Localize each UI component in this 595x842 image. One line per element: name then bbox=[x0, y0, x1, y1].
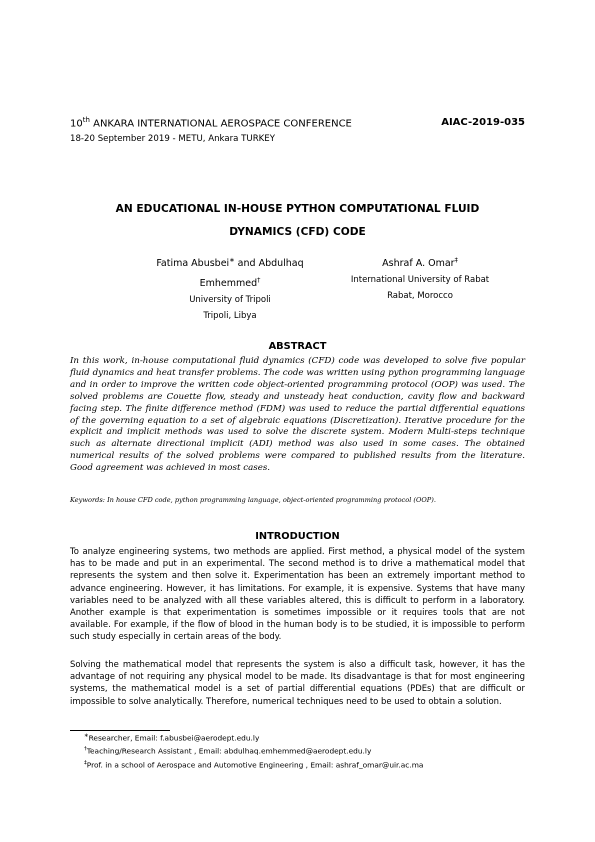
conference-title: ANKARA INTERNATIONAL AEROSPACE CONFERENCE bbox=[93, 118, 352, 130]
footnote-text-2: Teaching/Research Assistant , Email: abdulhaq.emhemmed@aerodept.edu.ly bbox=[86, 746, 372, 756]
keywords: Keywords: In house CFD code, python programming language, object-oriented programming protocol (OOP). bbox=[70, 496, 436, 504]
affiliation-left: University of Tripoli bbox=[189, 295, 271, 306]
footnote-text-3: Prof. in a school of Aerospace and Automotive Engineering , Email: ashraf_omar@uir.ac.ma bbox=[86, 760, 424, 769]
footnote-mark-3: ‡ bbox=[84, 759, 87, 766]
paper-title bbox=[70, 198, 525, 244]
author-mark-1: ∗ bbox=[229, 256, 235, 264]
footnote-text-1: Researcher, Email: f.abusbei@aerodept.edu.ly bbox=[88, 733, 260, 743]
abstract-heading: ABSTRACT bbox=[268, 341, 327, 352]
author-name-1: Fatima Abusbei bbox=[156, 258, 230, 270]
affiliation-right: International University of Rabat bbox=[350, 275, 490, 286]
author-name-right bbox=[330, 252, 510, 272]
location-right: Rabat, Morocco bbox=[387, 291, 453, 302]
introduction-paragraph-1: To analyze engineering systems, two methods are applied. First method, a physical model of the system has to be made and put in an experimental. The second method is to drive a mathematical model that represents the system and then solve it. Experimentation has been an extremely important method to advance engineering. However, it has limitations. For example, it is expensive. Systems that have many variables need to be analyzed with all these variables altered, this is difficult to perform in a laboratory. Another example is that experimentation is sometimes impossible or it requires tools that are not available. For example, if the flow of blood in the human body is to be studied, it is impossible to perform such study especially in certain areas of the body. bbox=[70, 546, 525, 642]
footnote-mark-1: ∗ bbox=[84, 733, 89, 739]
author-block-left bbox=[130, 252, 330, 324]
edition-number: 10 bbox=[70, 118, 83, 130]
footnote-mark-2: † bbox=[84, 746, 87, 753]
footnote-2 bbox=[84, 744, 423, 757]
footnotes bbox=[84, 731, 423, 771]
author-names-left bbox=[130, 252, 330, 292]
paper-title-line2: DYNAMICS (CFD) CODE bbox=[229, 226, 366, 238]
paper-id: AIAC-2019-035 bbox=[441, 117, 525, 128]
footnote-3 bbox=[84, 758, 423, 771]
author-block-right bbox=[330, 252, 510, 304]
author-name-3: Ashraf A. Omar bbox=[382, 258, 455, 270]
edition-suffix: th bbox=[82, 116, 90, 124]
introduction-heading: INTRODUCTION bbox=[255, 531, 340, 542]
author-name-2: and Abdulhaq Emhemmed bbox=[199, 258, 304, 290]
conference-name bbox=[70, 116, 352, 129]
location-left: Tripoli, Libya bbox=[203, 311, 257, 322]
conference-dates-venue: 18-20 September 2019 - METU, Ankara TURKEY bbox=[70, 134, 275, 144]
introduction-paragraph-2: Solving the mathematical model that represents the system is also a difficult task, however, it has the advantage of not requiring any physical model to be made. Its disadvantage is that for most engineering systems, the mathematical model is a set of partial differential equations (PDEs) that are difficult or impossible to solve analytically. Therefore, numerical techniques need to be used to obtain a solution. bbox=[70, 659, 525, 706]
footnote-1 bbox=[84, 731, 423, 744]
paper-title-line1: AN EDUCATIONAL IN-HOUSE PYTHON COMPUTATIONAL FLUID bbox=[115, 203, 480, 215]
abstract-text: In this work, in-house computational fluid dynamics (CFD) code was developed to solve five popular fluid dynamics and heat transfer problems. The code was written using python programming language and in order to improve the written code object-oriented programming protocol (OOP) was used. The solved problems are Couette flow, steady and unsteady heat conduction, cavity flow and backward facing step. The finite difference method (FDM) was used to reduce the partial differential equations of the governing equation to a set of algebraic equations (Discretization). Iterative procedure for the explicit and implicit methods was used to solve the discrete system. Modern Multi-steps technique such as alternate directional implicit (ADI) method was also used in some cases. The obtained numerical results of the solved problems were compared to published results from the literature. Good agreement was achieved in most cases. bbox=[70, 356, 525, 474]
author-mark-3: ‡ bbox=[454, 256, 458, 264]
author-mark-2: † bbox=[257, 276, 261, 285]
